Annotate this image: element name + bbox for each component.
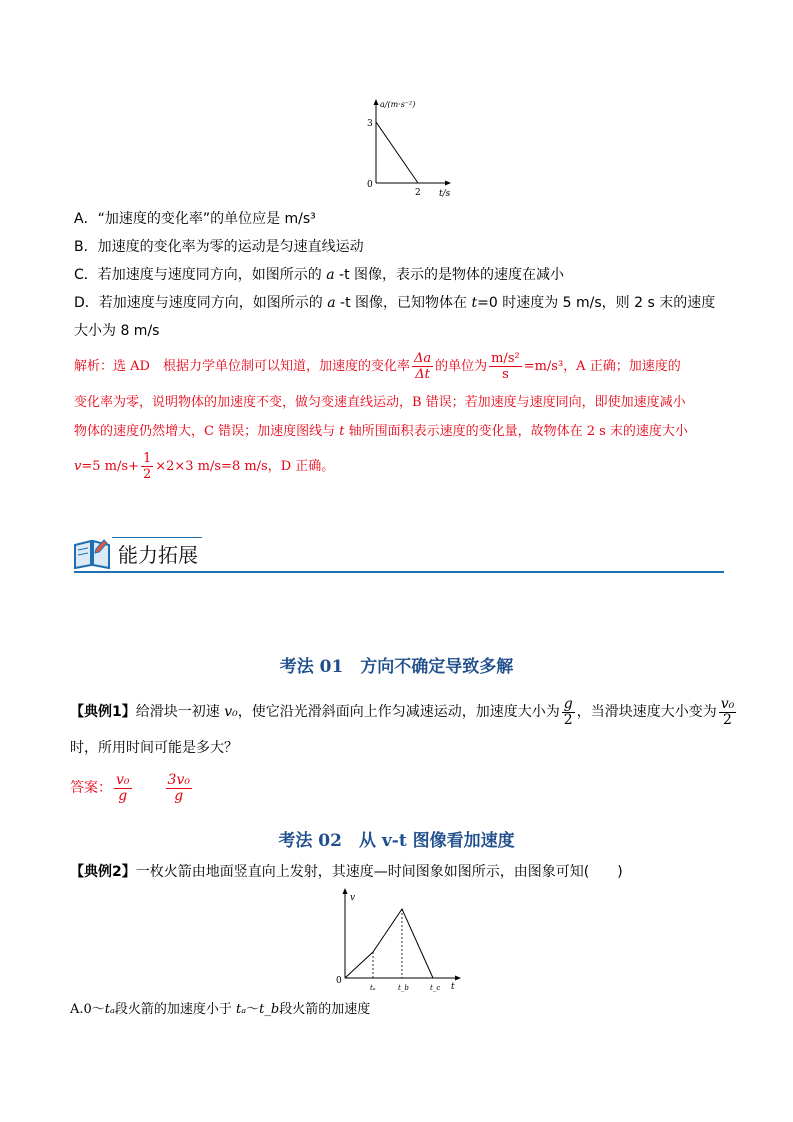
vt-x-axis-arrow <box>455 976 461 981</box>
solution-l3-t: t <box>339 424 345 439</box>
example2-option-a <box>70 1000 370 1020</box>
vt-x-label: t <box>451 982 455 992</box>
option-d <box>74 293 715 313</box>
solution-frac-unit-den: s <box>502 367 509 382</box>
solution-l3-a: 物体的速度仍然增大，C 错误；加速度图线与 <box>74 424 340 439</box>
example1-frac-v02 <box>719 697 737 728</box>
section-title: 能力拓展 <box>118 543 198 567</box>
book-icon <box>72 537 112 571</box>
method2-title: 考法 02 从 v-t 图像看加速度 <box>278 831 515 851</box>
example1-frac-g2-den: 2 <box>563 711 573 728</box>
solution-l4-c: ×2×3 m/s=8 m/s，D 正确。 <box>155 459 335 474</box>
solution-frac-unit <box>489 351 522 382</box>
vt-y-axis-arrow <box>343 888 348 894</box>
answer-frac-2-den: g <box>174 787 184 804</box>
solution-l4-v: v <box>74 459 82 474</box>
solution-l1-b: 的单位为 <box>435 359 488 374</box>
example2-label: 【典例2】 <box>70 864 136 880</box>
example2-text: 一枚火箭由地面竖直向上发射，其速度—时间图象如图所示，由图象可知( ) <box>135 864 623 880</box>
vt-tc-label: t_c <box>430 984 441 992</box>
solution-line-4 <box>74 450 334 484</box>
option-c-pre: C．若加速度与速度同方向，如图所示的 <box>74 267 327 283</box>
solution-l3-b: 轴所围面积表示速度的变化量，故物体在 2 s 末的速度大小 <box>344 424 688 439</box>
vt-y-label: v <box>350 893 356 903</box>
method1-title: 考法 01 方向不确定导致多解 <box>279 657 514 677</box>
answer-frac-2 <box>166 773 192 804</box>
vt-tb-label: t_b <box>398 984 409 992</box>
example1-frac-v02-num: v₀ <box>720 695 735 712</box>
solution-frac-half <box>141 451 153 482</box>
example1-b: ，使它沿光滑斜面向上作匀减速运动，加速度大小为 <box>237 704 560 720</box>
example2-opt-a4: 段火箭的加速度 <box>279 1002 371 1017</box>
option-c <box>74 265 564 285</box>
x-axis-arrow <box>445 181 451 186</box>
answer-label: 答案： <box>70 780 112 796</box>
velocity-line <box>345 909 433 978</box>
example1-frac-g2 <box>562 697 575 728</box>
answer-frac-1 <box>114 773 132 804</box>
solution-frac-delta-num: Δa <box>413 351 432 366</box>
example1-frac-v02-den: 2 <box>723 711 732 728</box>
example1-v0: v₀ <box>224 704 238 720</box>
solution-frac-delta <box>412 351 433 382</box>
solution-l1-c: =m/s³，A 正确；加速度的 <box>523 359 681 374</box>
solution-line-1 <box>74 350 681 384</box>
graph1-y-tick: 3 <box>367 119 373 129</box>
option-d-pre: D．若加速度与速度同方向，如图所示的 <box>74 295 328 311</box>
answer-1 <box>70 768 194 808</box>
solution-frac-unit-num: m/s² <box>491 351 520 366</box>
solution-frac-half-den: 2 <box>142 467 152 482</box>
solution-frac-half-num: 1 <box>142 451 152 466</box>
example2-line <box>70 862 623 882</box>
graph1-origin: 0 <box>367 180 373 190</box>
option-a: A．“加速度的变化率”的单位应是 m/s³ <box>74 211 316 227</box>
option-b: B．加速度的变化率为零的运动是匀速直线运动 <box>74 239 364 255</box>
option-c-var: a <box>326 267 335 283</box>
example1-a: 给滑块一初速 <box>135 704 225 720</box>
section-rule <box>74 571 724 573</box>
option-c-post: -t 图像，表示的是物体的速度在减小 <box>334 267 565 283</box>
solution-line-2: 变化率为零，说明物体的加速度不变，做匀变速直线运动，B 错误；若加速度与速度同向，即使加速度减小 <box>74 395 686 410</box>
option-d-mid: -t 图像，已知物体在 <box>335 295 472 311</box>
answer-frac-1-num: v₀ <box>116 771 130 788</box>
example1-line-2: 时，所用时间可能是多大？ <box>70 740 238 756</box>
vt-graph <box>333 886 468 996</box>
option-d-var: a <box>327 295 336 311</box>
graph1-y-label: a/(m·s⁻²) <box>380 100 416 109</box>
example2-opt-a2: 段火箭的加速度小于 <box>114 1002 237 1017</box>
example2-opt-ta: tₐ <box>104 1002 115 1017</box>
example2-opt-ta2: tₐ <box>236 1002 247 1017</box>
example1-line-1 <box>70 692 738 732</box>
option-d-post: =0 时速度为 5 m/s，则 2 s 末的速度 <box>477 295 716 311</box>
example2-opt-a3: ～ <box>246 1002 260 1017</box>
y-axis-arrow <box>374 99 379 105</box>
example2-opt-tb: t_b <box>259 1002 280 1017</box>
example2-opt-a1: A.0～ <box>70 1002 105 1017</box>
graph1-x-tick: 2 <box>415 188 421 198</box>
vt-origin: 0 <box>336 976 342 986</box>
answer-frac-2-num: 3v₀ <box>167 771 190 788</box>
solution-line-3 <box>74 422 688 442</box>
example1-frac-g2-num: g <box>563 695 573 712</box>
acceleration-line <box>376 122 418 183</box>
example1-label: 【典例1】 <box>70 704 136 720</box>
at-graph <box>355 95 465 200</box>
option-d-line2: 大小为 8 m/s <box>74 323 160 339</box>
solution-frac-delta-den: Δt <box>415 367 430 382</box>
example1-c: ，当滑块速度大小变为 <box>576 704 717 720</box>
graph1-x-label: t/s <box>439 189 451 199</box>
solution-l1-a: 解析：选 AD 根据力学单位制可以知道，加速度的变化率 <box>74 359 410 374</box>
vt-ta-label: tₐ <box>370 984 376 992</box>
solution-l4-b: =5 m/s+ <box>81 459 139 474</box>
option-d-t: t <box>471 295 478 311</box>
section-top-rule <box>112 537 202 538</box>
answer-frac-1-den: g <box>118 787 128 804</box>
